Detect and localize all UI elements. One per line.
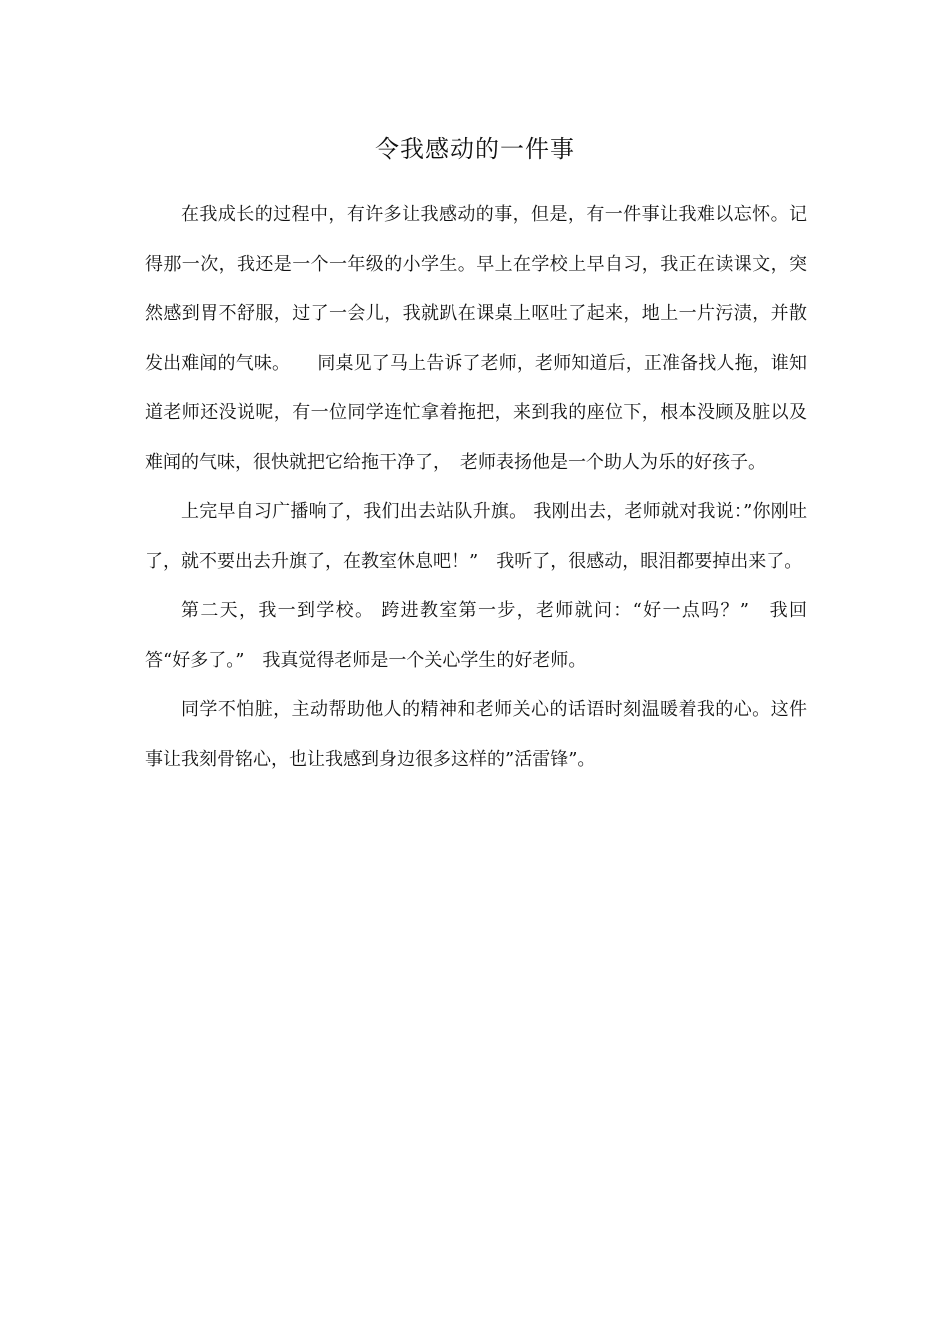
paragraph-3: 第二天，我一到学校。 跨进教室第一步，老师就问：“好一点吗？” 我回答“好多了。” 我真觉得老师是一个关心学生的好老师。 [145, 600, 807, 671]
paragraph-4: 同学不怕脏，主动帮助他人的精神和老师关心的话语时刻温暖着我的心。这件事让我刻骨铭心，也让我感到身边很多这样的”活雷锋”。 [145, 699, 807, 770]
document-body [145, 190, 807, 784]
paragraph-2: 上完早自习广播响了，我们出去站队升旗。 我刚出去，老师就对我说：”你刚吐了，就不要出去升旗了，在教室休息吧！” 我听了，很感动，眼泪都要掉出来了。 [145, 501, 807, 572]
paragraph-1: 在我成长的过程中，有许多让我感动的事，但是，有一件事让我难以忘怀。记得那一次，我还是一个一年级的小学生。早上在学校上早自习，我正在读课文，突然感到胃不舒服，过了一会儿，我就趴在课桌上呕吐了起来，地上一片污渍，并散发出难闻的气味。 同桌见了马上告诉了老师，老师知道后，正准备找人拖，谁知道老师还没说呢，有一位同学连忙拿着拖把，来到我的座位下，根本没顾及脏以及难闻的气味，很快就把它给拖干净了， 老师表扬他是一个助人为乐的好孩子。 [145, 204, 807, 473]
document-title: 令我感动的一件事 [375, 135, 575, 163]
